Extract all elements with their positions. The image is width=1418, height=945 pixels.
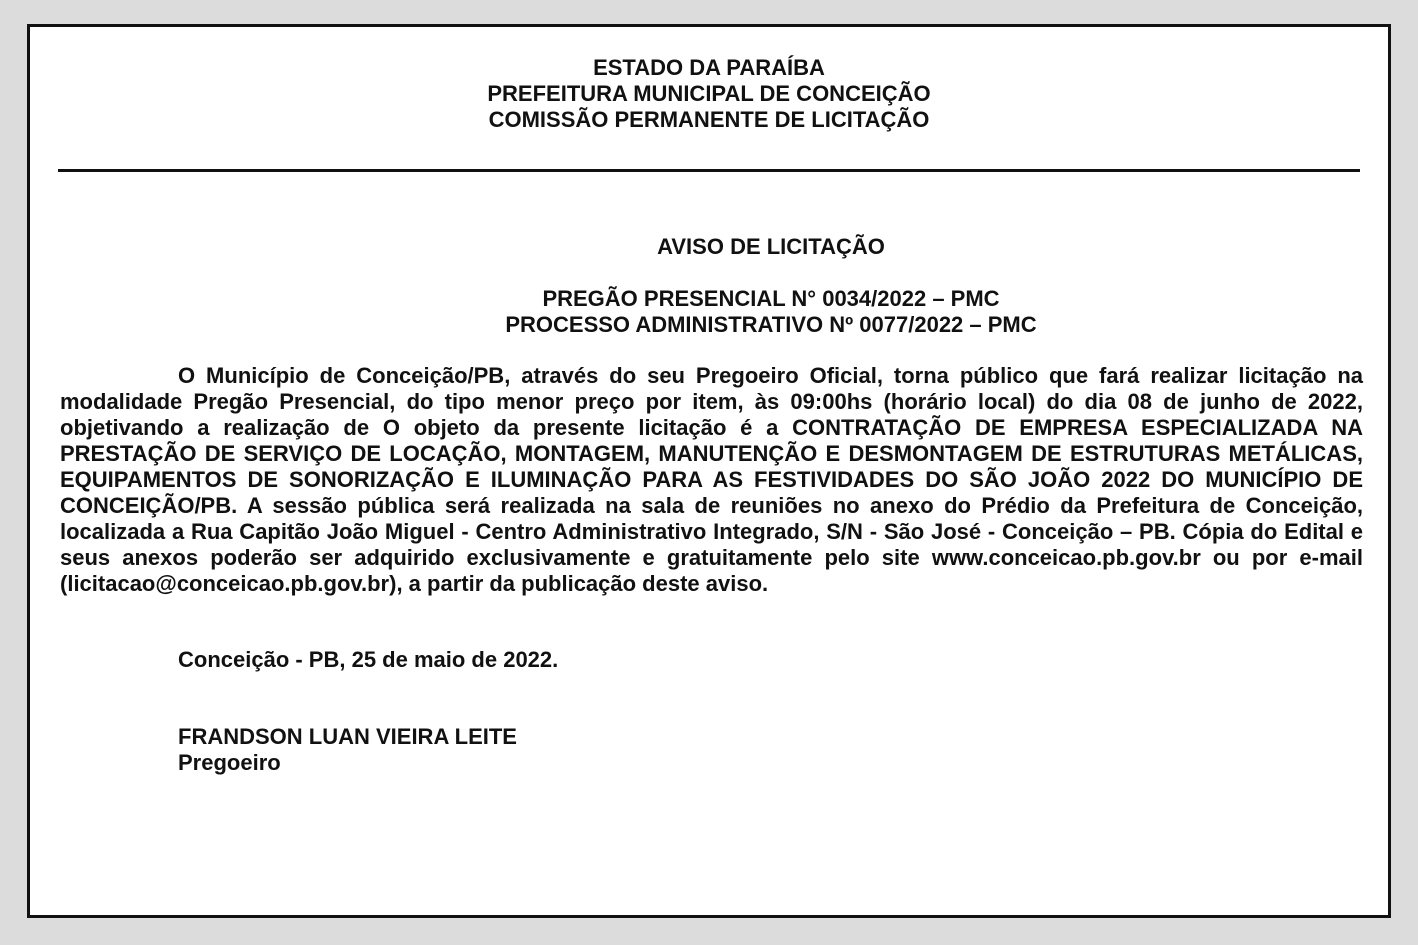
notice-title: AVISO DE LICITAÇÃO — [657, 234, 885, 259]
notice-body: O Município de Conceição/PB, através do seu Pregoeiro Oficial, torna público que fará realizar licitação na modalidade Pregão Presencial, do tipo menor preço por item, às 09:00hs (horário local) do dia 08 de junho de 2022, objetivando a realização de O objeto da presente licitação é a CONTRATAÇÃO DE EMPRESA ESPECIALIZADA NA PRESTAÇÃO DE SERVIÇO DE LOCAÇÃO, MONTAGEM, MANUTENÇÃO E DESMONTAGEM DE ESTRUTURAS METÁLICAS, EQUIPAMENTOS DE SONORIZAÇÃO E ILUMINAÇÃO PARA AS FESTIVIDADES DO SÃO JOÃO 2022 DO MUNICÍPIO DE CONCEIÇÃO/PB. A sessão pública será realizada na sala de reuniões no anexo do Prédio da Prefeitura de Conceição, localizada a Rua Capitão João Miguel - Centro Administrativo Integrado, S/N - São José - Conceição – PB. Cópia do Edital e seus anexos poderão ser adquirido exclusivamente e gratuitamente pelo site www.conceicao.pb.gov.br ou por e-mail (licitacao@conceicao.pb.gov.br), a partir da publicação deste aviso. — [60, 363, 1363, 596]
document-header — [30, 55, 1388, 133]
signer-role: Pregoeiro — [178, 750, 281, 775]
pregao-number: PREGÃO PRESENCIAL N° 0034/2022 – PMC — [542, 286, 1000, 311]
notice-subtitles — [30, 286, 1418, 338]
processo-number: PROCESSO ADMINISTRATIVO Nº 0077/2022 – PMC — [505, 312, 1037, 337]
signature-block — [178, 724, 517, 776]
header-divider — [58, 169, 1360, 172]
header-commission: COMISSÃO PERMANENTE DE LICITAÇÃO — [488, 107, 930, 132]
header-municipality: PREFEITURA MUNICIPAL DE CONCEIÇÃO — [487, 81, 931, 106]
notice-date: Conceição - PB, 25 de maio de 2022. — [178, 647, 559, 672]
document-page — [27, 24, 1391, 918]
header-state: ESTADO DA PARAÍBA — [593, 55, 825, 80]
signer-name: FRANDSON LUAN VIEIRA LEITE — [178, 724, 517, 749]
